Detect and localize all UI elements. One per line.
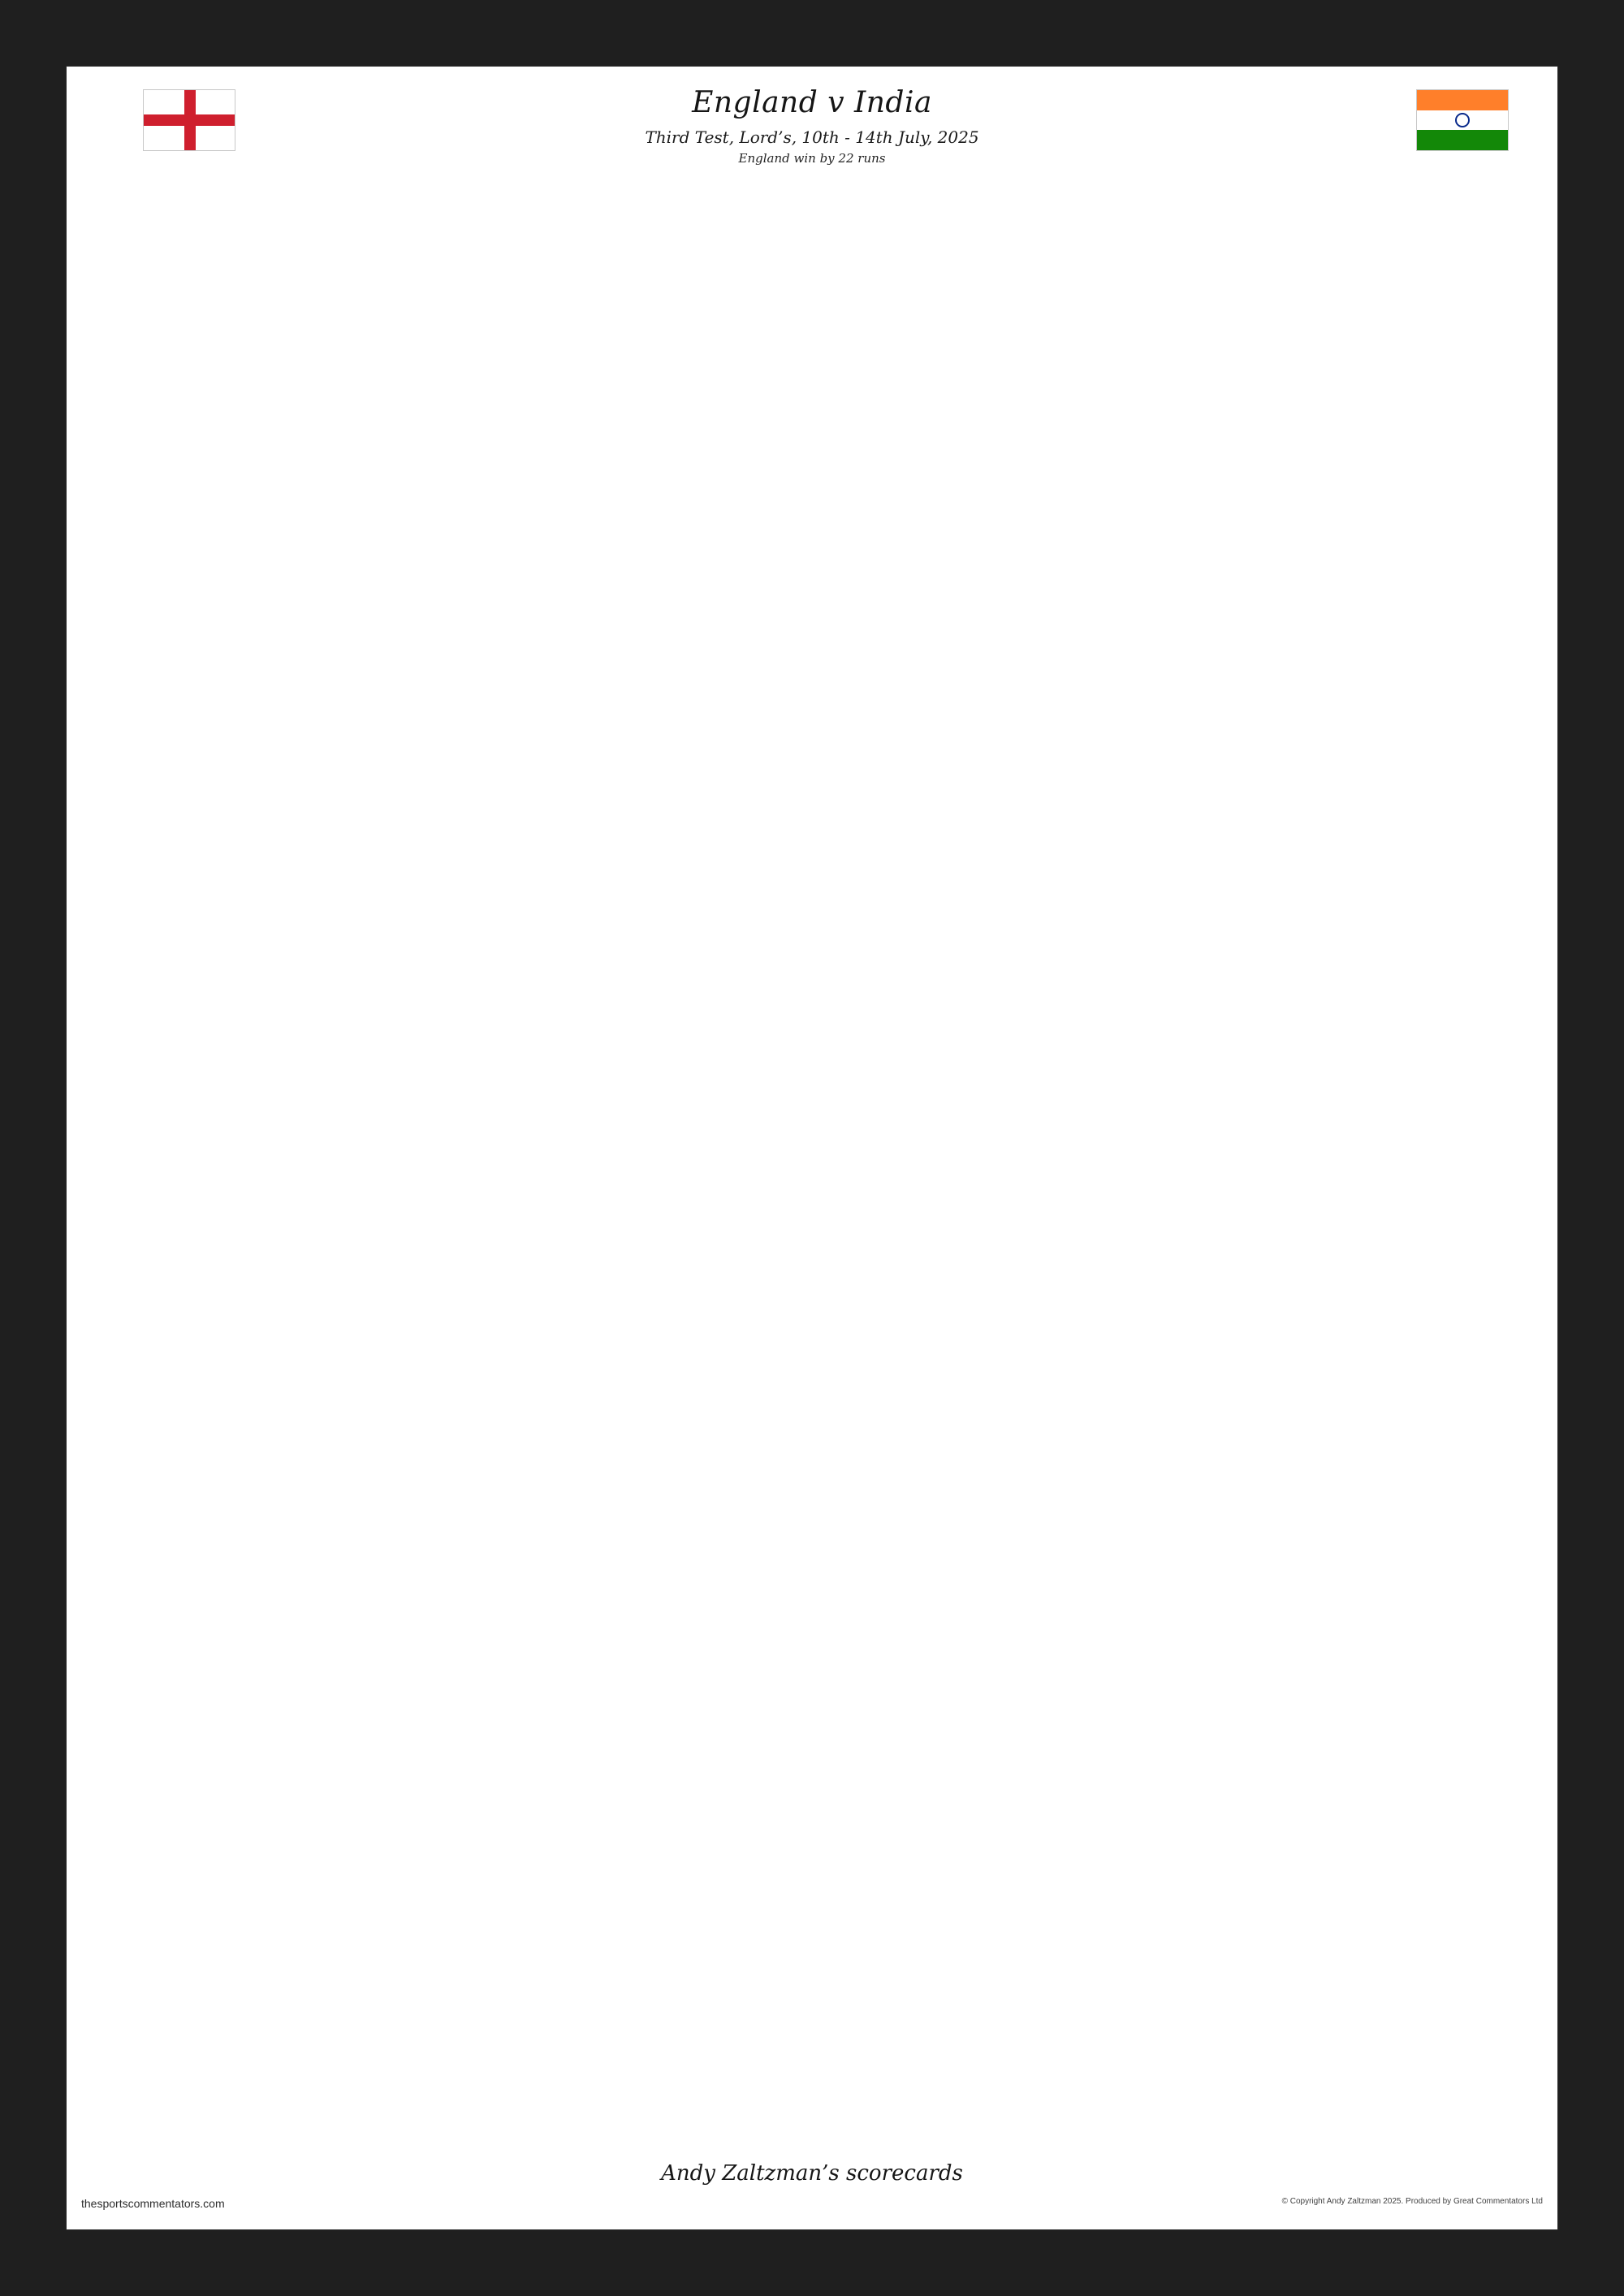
scorecard-england-second-innings [842, 200, 1501, 1127]
site-link: thesportscommentators.com [81, 2197, 225, 2210]
scorecard-england-first-innings [141, 200, 793, 1127]
page-subtitle: Third Test, Lord’s, 10th - 14th July, 2025 [645, 127, 979, 147]
scorecard-india-first-innings [141, 1177, 793, 2114]
poster-sheet [67, 67, 1557, 2229]
match-result: England win by 22 runs [738, 151, 886, 166]
page-title: England v India [692, 86, 932, 119]
copyright-text: © Copyright Andy Zaltzman 2025. Produced by Great Commentators Ltd [1281, 2197, 1543, 2206]
credit-line: Andy Zaltzman’s scorecards [661, 2161, 963, 2186]
scorecard-india-second-innings [826, 1177, 1503, 2114]
